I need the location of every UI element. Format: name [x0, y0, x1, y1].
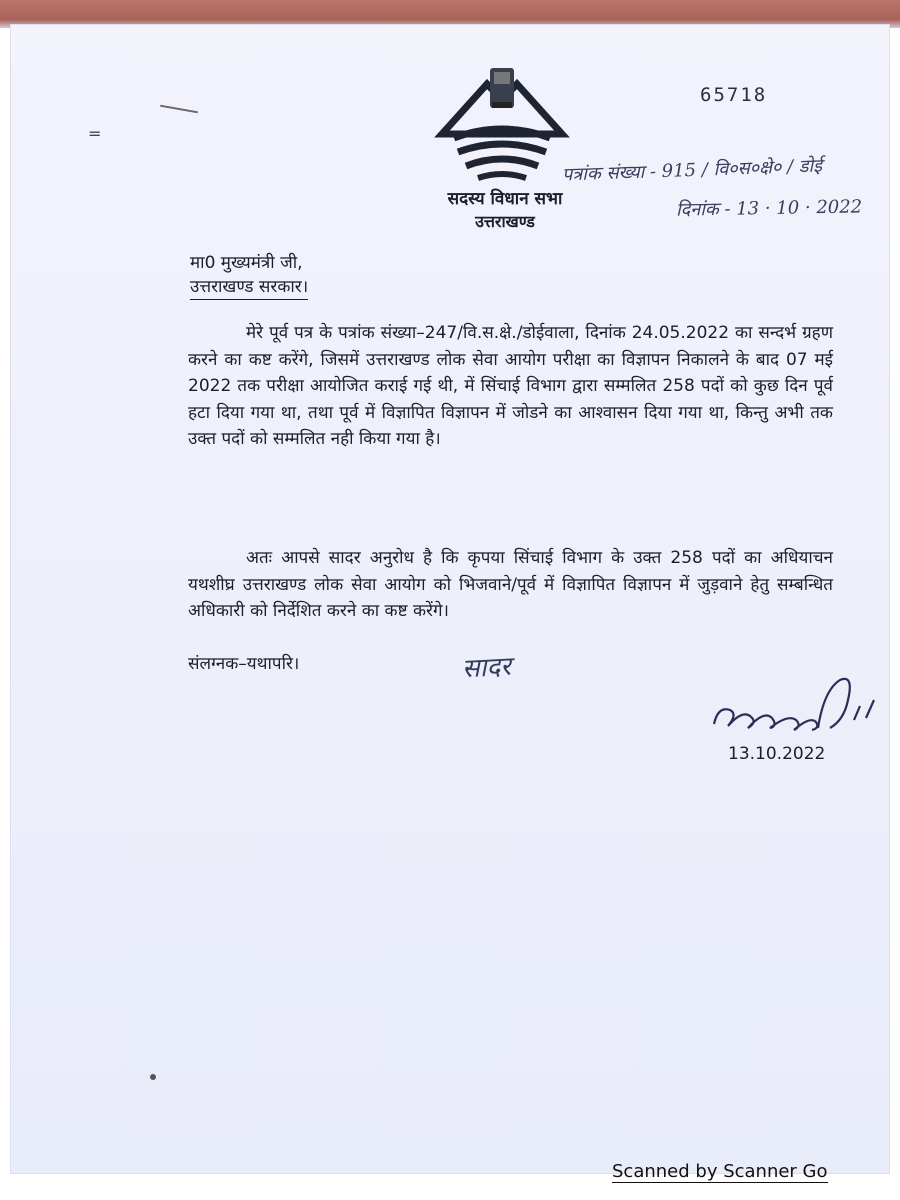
uttarakhand-emblem-icon [432, 66, 572, 186]
letter-paragraph-1: मेरे पूर्व पत्र के पत्रांक संख्या–247/वि.स.क्षे./डोईवाला, दिनांक 24.05.2022 का सन्दर्भ ग्रहण करने का कष्ट करेंगे, जिसमें उत्तराखण्ड लोक सेवा आयोग परीक्षा का विज्ञापन निकालने के बाद 07 मई 2022 तक परीक्षा आयोजित कराई गई थी, में सिंचाई विभाग द्वारा सम्मलित 258 पदों को कुछ दिन पूर्व हटा दिया गया था, तथा पूर्व में विज्ञापित विज्ञापन में जोडने का आश्वासन दिया गया था, किन्तु अभी तक उक्त पदों को सम्मलित नही किया गया है। [188, 323, 833, 449]
handwritten-reference-number: पत्रांक संख्या - 915 / वि०स०क्षे० / डोई [561, 155, 823, 186]
org-state: उत्तराखण्ड [475, 212, 535, 231]
enclosure-note: संलग्नक–यथापरि। [188, 654, 300, 674]
letter-paragraph-2: अतः आपसे सादर अनुरोध है कि कृपया सिंचाई विभाग के उक्त 258 पदों का अधियाचन यथशीघ्र उत्तराखण्ड लोक सेवा आयोग को भिजवाने/पूर्व में विज्ञापित विज्ञापन में जुड़वाने हेतु सम्बन्धित अधिकारी को निर्देशित करने का कष्ट करेंगे। [188, 548, 833, 621]
dot-mark [150, 1074, 156, 1080]
org-title: सदस्य विधान सभा [447, 189, 563, 209]
addressee-title: मा0 मुख्यमंत्री जी, [190, 253, 303, 273]
addressee-office: उत्तराखण्ड सरकार। [190, 274, 308, 300]
signature-date: 13.10.2022 [728, 744, 826, 764]
handwritten-sadar: सादर [461, 651, 512, 685]
scanner-watermark: Scanned by Scanner Go [612, 1161, 828, 1182]
signature-icon [708, 670, 888, 740]
document-number-stamp: 65718 [700, 84, 768, 106]
margin-mark: = [88, 124, 102, 143]
handwritten-date: दिनांक - 13 · 10 · 2022 [675, 196, 863, 221]
